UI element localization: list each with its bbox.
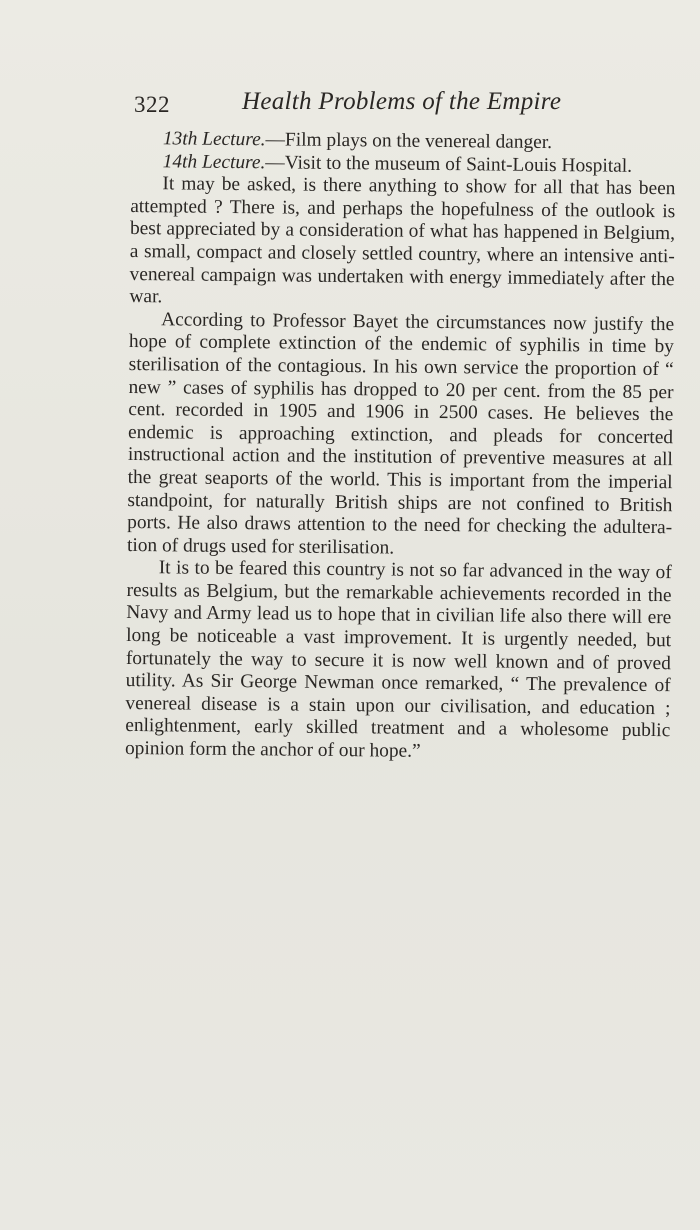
lecture-label: 14th Lecture. — [162, 150, 266, 173]
page-header — [134, 88, 614, 128]
lecture-text: —Film plays on the venereal danger. — [265, 129, 553, 154]
paragraph: It is to be feared this country is not so far advanced in the way of results as Belgium, but the remarkable achievements recorded in the Navy and Army lead us to hope that in civilian life also there will ere long be noticeable a vast improvement. It is urgently needed, but fortunately the way to secure it is now well known and of proved utility. As Sir George Newman once remarked, “ The prevalence of venereal disease is a stain upon our civilisation, and education ; enlightenment, early skilled treatment and a wholesome public opinion form the anchor of our hope.” — [124, 557, 672, 762]
body-text — [125, 128, 676, 766]
lecture-text: —Visit to the museum of Saint-Louis Hospital. — [265, 151, 633, 177]
paragraph: According to Professor Bayet the circumstances now justify the hope of complete extinction of the endemic of syphilis in time by sterilisation of the contagious. In his own service the proportion of “ new ” cases of syphilis has dropped to 20 per cent. from the 85 per cent. recorded in 1905 and 1906 in 2500 cases. He believes the endemic is approaching extinction, and pleads for concerted instructional action and the institution of preventive measures at all the great seaports of the world. This is important from the imperial standpoint, for naturally British ships are not confined to British ports. He also draws attention to the need for checking the adultera- tion of drugs used for sterilisation. — [126, 309, 675, 559]
paragraph: It may be asked, is there anything to show for all that has been attempted ? There is, and perhaps the hopefulness of the outlook is best appreciated by a consideration of what has happened in Belgium, a small, compact and closely settled country, where an intensive anti-venereal campaign was undertaken with energy immediately after the war. — [129, 173, 676, 308]
page-number: 322 — [134, 92, 170, 117]
lecture-label: 13th Lecture. — [162, 128, 266, 151]
running-title: Health Problems of the Empire — [242, 88, 562, 115]
